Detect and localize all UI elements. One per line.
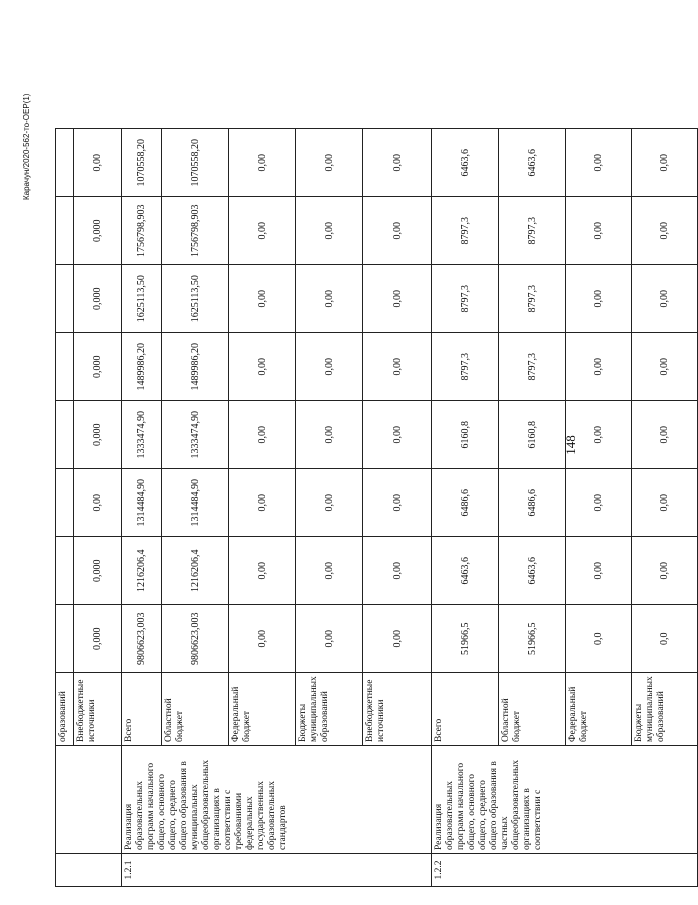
value-cell: 0,00 [363, 265, 432, 333]
value-cell: 6486,6 [499, 469, 566, 537]
value-cell: 1489986,20 [122, 333, 162, 401]
value-cell: 0,00 [363, 129, 432, 197]
item-index: 1.2.1 [122, 854, 432, 887]
value-cell: 0,00 [296, 129, 363, 197]
value-cell: 0,00 [296, 537, 363, 605]
value-cell: 0,00 [632, 469, 698, 537]
document-stamp: Карачун/2020-562-то-ОЕР(1) [22, 93, 31, 200]
value-cell: 0,00 [363, 605, 432, 673]
value-cell: 0,00 [229, 129, 296, 197]
value-cell: 1070558,20 [162, 129, 229, 197]
value-cell: 1489986,20 [162, 333, 229, 401]
value-cell [56, 333, 74, 401]
page-number: 148 [563, 435, 578, 455]
value-cell: 1216206,4 [162, 537, 229, 605]
value-cell: 1333474,90 [162, 401, 229, 469]
value-cell: 0,00 [632, 333, 698, 401]
funding-source-cell: Всего [432, 673, 499, 746]
funding-source-cell: Внебюджетные источники [363, 673, 432, 746]
value-cell: 0,00 [632, 265, 698, 333]
value-cell: 0,00 [229, 333, 296, 401]
value-cell [56, 401, 74, 469]
value-cell: 9806623,003 [162, 605, 229, 673]
value-cell: 0,00 [229, 401, 296, 469]
value-cell: 1625113,50 [162, 265, 229, 333]
value-cell: 0,00 [566, 401, 632, 469]
funding-source-cell: Федеральный бюджет [229, 673, 296, 746]
value-cell [56, 197, 74, 265]
value-cell: 1625113,50 [122, 265, 162, 333]
value-cell: 8797,3 [499, 333, 566, 401]
value-cell [56, 129, 74, 197]
value-cell: 0,00 [632, 197, 698, 265]
funding-source-cell: образований [56, 673, 74, 746]
value-cell: 1756798,903 [122, 197, 162, 265]
value-cell: 1070558,20 [122, 129, 162, 197]
value-cell: 8797,3 [499, 197, 566, 265]
value-cell: 0,00 [229, 265, 296, 333]
funding-source-cell: Областной бюджет [162, 673, 229, 746]
value-cell: 6463,6 [432, 129, 499, 197]
value-cell: 0,00 [566, 469, 632, 537]
value-cell: 6463,6 [499, 129, 566, 197]
value-cell [56, 537, 74, 605]
value-cell: 0,0 [632, 605, 698, 673]
value-cell: 51966,5 [432, 605, 499, 673]
value-cell: 0,00 [229, 537, 296, 605]
value-cell: 0,00 [296, 333, 363, 401]
value-cell: 0,00 [566, 537, 632, 605]
value-cell: 0,00 [632, 129, 698, 197]
value-cell: 0,00 [566, 129, 632, 197]
value-cell: 8797,3 [432, 333, 499, 401]
table-row [122, 129, 162, 887]
value-cell: 6486,6 [432, 469, 499, 537]
item-name: Реализация образовательных программ начального общего, основного общего, среднего общего образования в частных общеобразовательных организациях в соответствии с [432, 746, 698, 854]
blank-name-cell [56, 746, 122, 854]
value-cell: 0,00 [632, 537, 698, 605]
value-cell: 0,000 [74, 265, 122, 333]
value-cell: 0,00 [632, 401, 698, 469]
value-cell [56, 469, 74, 537]
value-cell: 0,00 [229, 197, 296, 265]
item-index: 1.2.2 [432, 854, 698, 887]
value-cell: 9806623,003 [122, 605, 162, 673]
value-cell: 8797,3 [499, 265, 566, 333]
table-row [432, 129, 499, 887]
value-cell: 0,00 [363, 197, 432, 265]
value-cell: 0,00 [566, 197, 632, 265]
funding-source-cell: Областной бюджет [499, 673, 566, 746]
value-cell: 0,00 [296, 265, 363, 333]
value-cell: 0,000 [74, 537, 122, 605]
value-cell: 0,00 [296, 605, 363, 673]
funding-source-cell: Федеральный бюджет [566, 673, 632, 746]
value-cell: 0,00 [74, 129, 122, 197]
value-cell: 0,00 [229, 469, 296, 537]
value-cell: 1314484,90 [122, 469, 162, 537]
value-cell [56, 605, 74, 673]
funding-source-cell: Бюджеты муниципальных образований [632, 673, 698, 746]
value-cell: 0,00 [566, 265, 632, 333]
item-name: Реализация образовательных программ начального общего, основного общего, среднего общего образования в муниципальных общеобразовательных организациях в соответствии с требованиями федеральных государственных образовательных стандартов [122, 746, 432, 854]
value-cell: 0,00 [296, 469, 363, 537]
value-cell: 0,00 [74, 469, 122, 537]
blank-index-cell [56, 854, 122, 887]
value-cell: 0,00 [363, 401, 432, 469]
value-cell: 0,00 [363, 333, 432, 401]
value-cell: 1333474,90 [122, 401, 162, 469]
value-cell: 0,00 [363, 537, 432, 605]
value-cell: 0,00 [566, 333, 632, 401]
budget-table [55, 128, 698, 887]
value-cell: 0,000 [74, 197, 122, 265]
value-cell: 1756798,903 [162, 197, 229, 265]
value-cell: 0,00 [296, 401, 363, 469]
value-cell [56, 265, 74, 333]
value-cell: 0,00 [296, 197, 363, 265]
value-cell: 1314484,90 [162, 469, 229, 537]
value-cell: 6160,8 [432, 401, 499, 469]
value-cell: 0,000 [74, 401, 122, 469]
value-cell: 6160,8 [499, 401, 566, 469]
value-cell: 0,0 [566, 605, 632, 673]
value-cell: 51966,5 [499, 605, 566, 673]
value-cell: 0,00 [229, 605, 296, 673]
value-cell: 0,00 [363, 469, 432, 537]
value-cell: 6463,6 [499, 537, 566, 605]
value-cell: 0,000 [74, 333, 122, 401]
value-cell: 8797,3 [432, 265, 499, 333]
value-cell: 1216206,4 [122, 537, 162, 605]
funding-source-cell: Внебюджетные источники [74, 673, 122, 746]
value-cell: 6463,6 [432, 537, 499, 605]
funding-source-cell: Всего [122, 673, 162, 746]
value-cell: 8797,3 [432, 197, 499, 265]
table-row [56, 129, 74, 887]
funding-source-cell: Бюджеты муниципальных образований [296, 673, 363, 746]
value-cell: 0,000 [74, 605, 122, 673]
